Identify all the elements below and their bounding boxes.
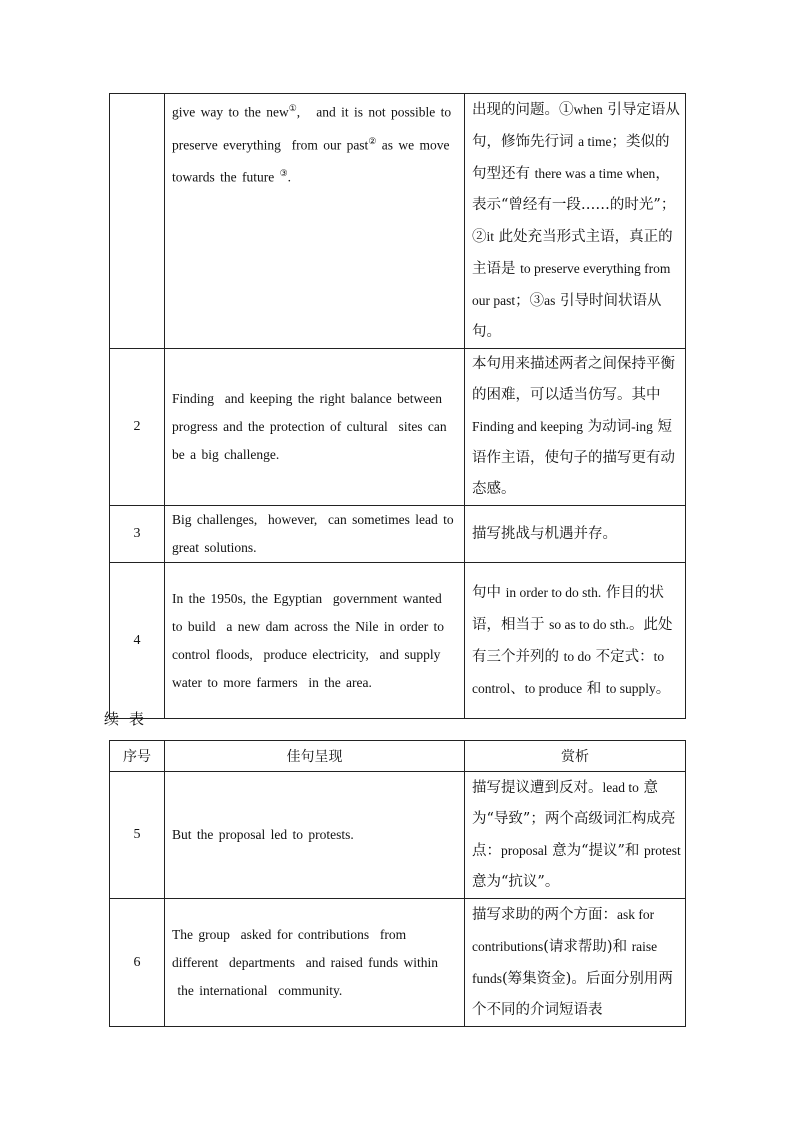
header-sentence: 佳句呈现: [165, 741, 465, 772]
table-row: [110, 349, 686, 506]
sentence-cell: In the 1950s, the Egyptian government wanted to build a new dam across the Nile in order to control floods, produce electricity, and supply water to more farmers in the area.: [165, 563, 465, 719]
row-number: [110, 94, 165, 349]
table-row: [110, 899, 686, 1027]
sentence-cell: Big challenges, however, can sometimes lead to great solutions.: [165, 506, 465, 563]
table-header-row: [110, 741, 686, 772]
sentence-table-part2: [109, 740, 686, 1027]
row-number: 5: [110, 772, 165, 899]
row-number: 3: [110, 506, 165, 563]
header-number: 序号: [110, 741, 165, 772]
analysis-cell: 出现的问题。①when 引导定语从句，修饰先行词 a time；类似的句型还有 there was a time when，表示“曾经有一段……的时光”；②it 此处充当形式主语，真正的主语是 to preserve everything from our past；③as 引导时间状语从句。: [465, 94, 686, 349]
analysis-cell: 描写挑战与机遇并存。: [465, 506, 686, 563]
table-row: [110, 772, 686, 899]
sentence-cell: give way to the new①, and it is not possible to preserve everything from our past② as we move towards the future ③.: [165, 94, 465, 349]
table-row: [110, 94, 686, 349]
row-number: 4: [110, 563, 165, 719]
header-analysis: 赏析: [465, 741, 686, 772]
table-row: [110, 506, 686, 563]
sentence-cell: Finding and keeping the right balance between progress and the protection of cultural sites can be a big challenge.: [165, 349, 465, 506]
row-number: 2: [110, 349, 165, 506]
analysis-cell: 描写提议遭到反对。lead to 意为“导致”；两个高级词汇构成亮点：proposal 意为“提议”和 protest 意为“抗议”。: [465, 772, 686, 899]
sentence-cell: The group asked for contributions from different departments and raised funds within the international community.: [165, 899, 465, 1027]
continued-table-label: 续表: [104, 710, 155, 728]
analysis-cell: 本句用来描述两者之间保持平衡的困难，可以适当仿写。其中 Finding and keeping 为动词-ing 短语作主语，使句子的描写更有动态感。: [465, 349, 686, 506]
sentence-table-part1: [109, 93, 686, 719]
analysis-cell: 描写求助的两个方面：ask for contributions(请求帮助)和 raise funds(筹集资金)。后面分别用两个不同的介词短语表: [465, 899, 686, 1027]
row-number: 6: [110, 899, 165, 1027]
table-row: [110, 563, 686, 719]
sentence-cell: But the proposal led to protests.: [165, 772, 465, 899]
analysis-cell: 句中 in order to do sth. 作目的状语，相当于 so as to do sth.。此处有三个并列的 to do 不定式：to control、to produce 和 to supply。: [465, 563, 686, 719]
